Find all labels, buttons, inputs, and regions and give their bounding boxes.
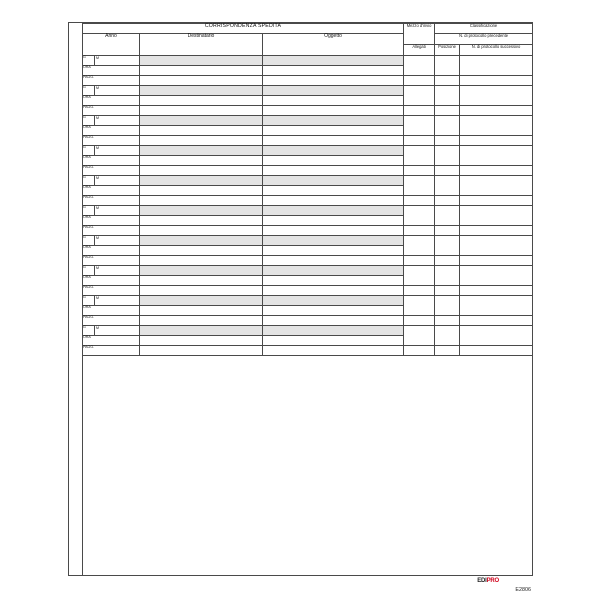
cell-pagg[interactable]: PAGG.	[83, 196, 140, 206]
cell-ora[interactable]: ORA	[83, 216, 140, 226]
cell-destinatario-line3[interactable]	[140, 166, 263, 176]
cell-oggetto[interactable]	[263, 146, 404, 156]
table-row	[83, 56, 533, 66]
brand-logo-second: PRO	[486, 578, 499, 584]
cell-allegati-posizione[interactable]	[435, 146, 460, 166]
label-giorno: G	[83, 265, 86, 269]
cell-destinatario-line3[interactable]	[140, 106, 263, 116]
label-giorno: G	[83, 145, 86, 149]
header-anno	[83, 34, 140, 56]
cell-oggetto-line2[interactable]	[263, 96, 404, 106]
table-row	[83, 206, 533, 216]
cell-oggetto-line2[interactable]	[263, 66, 404, 76]
cell-destinatario[interactable]	[140, 146, 263, 156]
header-destinatario-label: Destinatario	[187, 33, 215, 39]
cell-protocollo-precedente[interactable]	[460, 146, 533, 166]
cell-oggetto[interactable]	[263, 236, 404, 246]
cell-destinatario-line2[interactable]	[140, 66, 263, 76]
cell-destinatario-line2[interactable]	[140, 96, 263, 106]
label-mese: M	[96, 115, 99, 120]
table-row	[83, 326, 533, 336]
cell-protocollo-precedente[interactable]	[460, 56, 533, 76]
cell-oggetto-line3[interactable]	[263, 346, 404, 356]
header-allegati-label: Allegati	[412, 44, 426, 49]
cell-destinatario[interactable]	[140, 176, 263, 186]
cell-posizione-line3[interactable]	[435, 76, 460, 86]
cell-mezzo-invio[interactable]	[404, 146, 435, 166]
cell-giorno-mese[interactable]	[83, 236, 140, 246]
label-mese: M	[96, 145, 99, 150]
table-row	[83, 346, 533, 356]
table-row	[83, 266, 533, 276]
cell-mezzo-invio-line3[interactable]	[404, 286, 435, 296]
table-row	[83, 316, 533, 326]
cell-mezzo-invio-line3[interactable]	[404, 166, 435, 176]
label-giorno: G	[83, 85, 86, 89]
cell-ora[interactable]: ORA	[83, 246, 140, 256]
cell-protocollo-precedente[interactable]	[460, 326, 533, 346]
cell-giorno-mese[interactable]	[83, 296, 140, 306]
cell-destinatario-line3[interactable]	[140, 316, 263, 326]
cell-posizione-line3[interactable]	[435, 136, 460, 146]
label-giorno: G	[83, 115, 86, 119]
cell-mezzo-invio[interactable]	[404, 86, 435, 106]
cell-oggetto-line3[interactable]	[263, 106, 404, 116]
cell-protocollo-successivo[interactable]	[460, 226, 533, 236]
cell-oggetto[interactable]	[263, 176, 404, 186]
cell-mezzo-invio-line3[interactable]	[404, 196, 435, 206]
header-posizione-label: Posizione	[438, 44, 456, 49]
header-n-protocollo-successivo-label: N. di protocollo successivo	[471, 44, 521, 49]
cell-posizione-line3[interactable]	[435, 316, 460, 326]
cell-destinatario[interactable]	[140, 296, 263, 306]
cell-destinatario[interactable]	[140, 326, 263, 336]
label-giorno: G	[83, 175, 86, 179]
header-mezzo-invio	[404, 24, 435, 45]
cell-oggetto[interactable]	[263, 326, 404, 336]
cell-protocollo-successivo[interactable]	[460, 316, 533, 326]
cell-oggetto-line2[interactable]	[263, 336, 404, 346]
cell-pagg[interactable]: PAGG.	[83, 226, 140, 236]
label-mese: M	[96, 325, 99, 330]
cell-posizione-line3[interactable]	[435, 286, 460, 296]
cell-mezzo-invio-line3[interactable]	[404, 316, 435, 326]
cell-oggetto-line3[interactable]	[263, 76, 404, 86]
brand-logo	[477, 578, 499, 584]
table-row	[83, 146, 533, 156]
cell-pagg[interactable]: PAGG.	[83, 166, 140, 176]
cell-destinatario-line3[interactable]	[140, 256, 263, 266]
header-n-protocollo-precedente	[435, 34, 533, 45]
cell-giorno-mese[interactable]	[83, 56, 140, 66]
cell-mezzo-invio-line3[interactable]	[404, 136, 435, 146]
cell-oggetto-line2[interactable]	[263, 246, 404, 256]
cell-protocollo-precedente[interactable]	[460, 176, 533, 196]
cell-protocollo-successivo[interactable]	[460, 166, 533, 176]
cell-oggetto[interactable]	[263, 116, 404, 126]
cell-giorno-mese[interactable]	[83, 86, 140, 96]
table-row	[83, 136, 533, 146]
cell-mezzo-invio[interactable]	[404, 296, 435, 316]
cell-oggetto[interactable]	[263, 86, 404, 96]
cell-oggetto[interactable]	[263, 206, 404, 216]
header-classificazione-label: Classificazione	[469, 23, 498, 28]
document-title: CORRISPONDENZA SPEDITA	[83, 24, 404, 34]
form-sheet	[68, 22, 533, 576]
cell-mezzo-invio-line3[interactable]	[404, 106, 435, 116]
cell-pagg[interactable]: PAGG.	[83, 76, 140, 86]
cell-oggetto[interactable]	[263, 56, 404, 66]
table-row	[83, 256, 533, 266]
cell-ora[interactable]: ORA	[83, 66, 140, 76]
cell-destinatario[interactable]	[140, 56, 263, 66]
label-mese: M	[96, 295, 99, 300]
cell-pagg[interactable]: PAGG.	[83, 106, 140, 116]
cell-mezzo-invio-line3[interactable]	[404, 226, 435, 236]
cell-protocollo-successivo[interactable]	[460, 106, 533, 116]
cell-protocollo-successivo[interactable]	[460, 286, 533, 296]
label-giorno: G	[83, 205, 86, 209]
table-subheader-row-1	[83, 34, 533, 45]
cell-oggetto-line2[interactable]	[263, 156, 404, 166]
cell-oggetto-line3[interactable]	[263, 226, 404, 236]
cell-mezzo-invio-line3[interactable]	[404, 346, 435, 356]
cell-mezzo-invio[interactable]	[404, 176, 435, 196]
header-n-protocollo-successivo	[460, 45, 533, 56]
table-row	[83, 86, 533, 96]
table-row	[83, 226, 533, 236]
cell-destinatario-line2[interactable]	[140, 246, 263, 256]
cell-protocollo-precedente[interactable]	[460, 236, 533, 256]
table-row	[83, 196, 533, 206]
table-row	[83, 176, 533, 186]
cell-allegati-posizione[interactable]	[435, 326, 460, 346]
cell-allegati-posizione[interactable]	[435, 236, 460, 256]
cell-protocollo-successivo[interactable]	[460, 136, 533, 146]
cell-oggetto-line2[interactable]	[263, 306, 404, 316]
label-giorno: G	[83, 295, 86, 299]
register-table	[82, 23, 533, 356]
cell-mezzo-invio[interactable]	[404, 266, 435, 286]
table-row	[83, 116, 533, 126]
label-mese: M	[96, 175, 99, 180]
label-giorno: G	[83, 325, 86, 329]
label-mese: M	[96, 235, 99, 240]
header-n-protocollo-precedente-label: N. di protocollo precedente	[459, 33, 508, 38]
cell-pagg[interactable]: PAGG.	[83, 286, 140, 296]
cell-posizione-line3[interactable]	[435, 256, 460, 266]
cell-ora[interactable]: ORA	[83, 126, 140, 136]
cell-ora[interactable]: ORA	[83, 306, 140, 316]
cell-mezzo-invio[interactable]	[404, 326, 435, 346]
cell-allegati-posizione[interactable]	[435, 296, 460, 316]
cell-destinatario[interactable]	[140, 86, 263, 96]
cell-giorno-mese[interactable]	[83, 326, 140, 336]
cell-allegati-posizione[interactable]	[435, 176, 460, 196]
cell-pagg[interactable]: PAGG.	[83, 256, 140, 266]
cell-giorno-mese[interactable]	[83, 176, 140, 186]
product-code: E2806	[515, 587, 531, 593]
cell-destinatario-line2[interactable]	[140, 276, 263, 286]
label-mese: M	[96, 85, 99, 90]
cell-protocollo-successivo[interactable]	[460, 76, 533, 86]
cell-destinatario[interactable]	[140, 236, 263, 246]
cell-allegati-posizione[interactable]	[435, 266, 460, 286]
header-mezzo-invio-label: Mezzo d'invio	[406, 23, 432, 28]
cell-giorno-mese[interactable]	[83, 266, 140, 276]
cell-destinatario-line2[interactable]	[140, 216, 263, 226]
cell-oggetto-line3[interactable]	[263, 166, 404, 176]
table-row	[83, 166, 533, 176]
cell-allegati-posizione[interactable]	[435, 56, 460, 76]
cell-protocollo-successivo[interactable]	[460, 196, 533, 206]
cell-ora[interactable]: ORA	[83, 336, 140, 346]
cell-ora[interactable]: ORA	[83, 156, 140, 166]
cell-destinatario-line3[interactable]	[140, 76, 263, 86]
cell-destinatario-line2[interactable]	[140, 336, 263, 346]
brand-logo-first: EDI	[477, 578, 487, 584]
cell-oggetto-line3[interactable]	[263, 286, 404, 296]
cell-protocollo-precedente[interactable]	[460, 86, 533, 106]
cell-destinatario[interactable]	[140, 266, 263, 276]
cell-protocollo-precedente[interactable]	[460, 266, 533, 286]
cell-protocollo-precedente[interactable]	[460, 206, 533, 226]
cell-mezzo-invio-line3[interactable]	[404, 76, 435, 86]
cell-posizione-line3[interactable]	[435, 226, 460, 236]
cell-posizione-line3[interactable]	[435, 106, 460, 116]
label-mese: M	[96, 265, 99, 270]
header-posizione	[435, 45, 460, 56]
cell-destinatario-line3[interactable]	[140, 136, 263, 146]
cell-ora[interactable]: ORA	[83, 276, 140, 286]
cell-oggetto-line3[interactable]	[263, 316, 404, 326]
cell-mezzo-invio[interactable]	[404, 56, 435, 76]
cell-destinatario-line2[interactable]	[140, 186, 263, 196]
header-destinatario	[140, 34, 263, 56]
cell-pagg[interactable]: PAGG.	[83, 316, 140, 326]
cell-destinatario-line2[interactable]	[140, 156, 263, 166]
cell-pagg[interactable]: PAGG.	[83, 346, 140, 356]
cell-posizione-line3[interactable]	[435, 166, 460, 176]
cell-protocollo-precedente[interactable]	[460, 116, 533, 136]
cell-oggetto-line3[interactable]	[263, 256, 404, 266]
cell-allegati-posizione[interactable]	[435, 206, 460, 226]
cell-oggetto[interactable]	[263, 296, 404, 306]
cell-oggetto[interactable]	[263, 266, 404, 276]
table-row	[83, 286, 533, 296]
cell-destinatario-line3[interactable]	[140, 286, 263, 296]
cell-protocollo-successivo[interactable]	[460, 256, 533, 266]
cell-protocollo-successivo[interactable]	[460, 346, 533, 356]
sheet-footer	[68, 578, 533, 596]
cell-allegati-posizione[interactable]	[435, 116, 460, 136]
label-mese: M	[96, 205, 99, 210]
cell-mezzo-invio[interactable]	[404, 236, 435, 256]
cell-destinatario-line2[interactable]	[140, 126, 263, 136]
cell-protocollo-precedente[interactable]	[460, 296, 533, 316]
header-oggetto-label: Oggetto	[324, 33, 342, 39]
header-allegati	[404, 45, 435, 56]
header-classificazione	[435, 24, 533, 34]
cell-destinatario-line3[interactable]	[140, 346, 263, 356]
table-row	[83, 76, 533, 86]
label-giorno: G	[83, 55, 86, 59]
cell-allegati-posizione[interactable]	[435, 86, 460, 106]
cell-pagg[interactable]: PAGG.	[83, 136, 140, 146]
cell-destinatario[interactable]	[140, 206, 263, 216]
cell-oggetto-line2[interactable]	[263, 276, 404, 286]
label-giorno: G	[83, 235, 86, 239]
cell-mezzo-invio-line3[interactable]	[404, 256, 435, 266]
cell-giorno-mese[interactable]	[83, 146, 140, 156]
cell-oggetto-line3[interactable]	[263, 196, 404, 206]
cell-destinatario-line3[interactable]	[140, 226, 263, 236]
table-title-row	[83, 24, 533, 34]
cell-posizione-line3[interactable]	[435, 346, 460, 356]
register-body	[83, 56, 533, 356]
cell-destinatario[interactable]	[140, 116, 263, 126]
header-oggetto	[263, 34, 404, 56]
header-anno-label: Anno	[105, 33, 117, 39]
cell-ora[interactable]: ORA	[83, 186, 140, 196]
cell-oggetto-line2[interactable]	[263, 126, 404, 136]
table-row	[83, 106, 533, 116]
cell-destinatario-line2[interactable]	[140, 306, 263, 316]
cell-oggetto-line2[interactable]	[263, 186, 404, 196]
table-row	[83, 296, 533, 306]
cell-mezzo-invio[interactable]	[404, 206, 435, 226]
cell-giorno-mese[interactable]	[83, 206, 140, 216]
cell-mezzo-invio[interactable]	[404, 116, 435, 136]
label-mese: M	[96, 55, 99, 60]
cell-destinatario-line3[interactable]	[140, 196, 263, 206]
cell-oggetto-line3[interactable]	[263, 136, 404, 146]
cell-posizione-line3[interactable]	[435, 196, 460, 206]
cell-giorno-mese[interactable]	[83, 116, 140, 126]
table-row	[83, 236, 533, 246]
cell-oggetto-line2[interactable]	[263, 216, 404, 226]
cell-ora[interactable]: ORA	[83, 96, 140, 106]
